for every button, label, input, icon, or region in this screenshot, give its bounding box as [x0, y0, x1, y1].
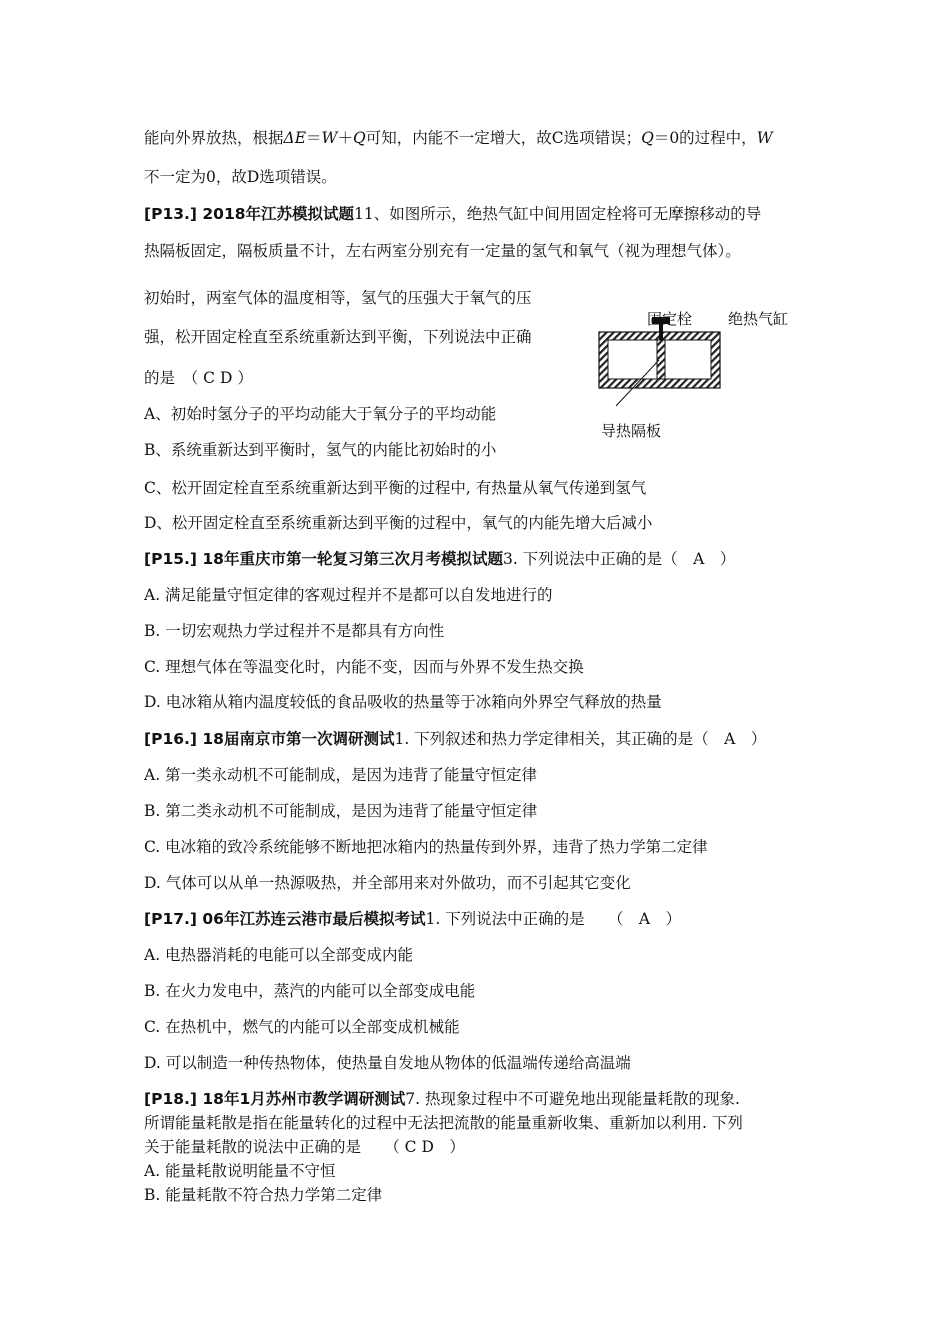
p16-option-c: C. 电冰箱的致冷系统能够不断地把冰箱内的热量传到外界，违背了热力学第二定律 [144, 838, 708, 856]
p17-source-tag: [P17.] 06年江苏连云港市最后模拟考试 [144, 910, 426, 928]
p15-option-c: C. 理想气体在等温变化时，内能不变，因而与外界不发生热交换 [144, 658, 584, 676]
p13-question-line-1 [144, 204, 761, 224]
p16-option-b: B. 第二类永动机不可能制成，是因为违背了能量守恒定律 [144, 802, 538, 820]
w-symbol: W [321, 129, 338, 147]
p13-option-a: A、初始时氢分子的平均动能大于氧分子的平均动能 [144, 405, 497, 423]
p17-question-line [144, 909, 681, 929]
delta-e-symbol: ΔE [283, 129, 307, 147]
p17-option-d: D. 可以制造一种传热物体，使热量自发地从物体的低温端传递给高温端 [144, 1054, 631, 1072]
p15-question-line [144, 549, 735, 569]
p13-option-c: C、松开固定栓直至系统重新达到平衡的过程中, 有热量从氧气传递到氢气 [144, 479, 647, 497]
p16-question-text: 1. 下列叙述和热力学定律相关，其正确的是（ A ） [394, 730, 767, 748]
p16-question-line [144, 729, 766, 749]
p13-question-line-2: 热隔板固定，隔板质量不计，左右两室分别充有一定量的氢气和氧气（视为理想气体）。 [144, 242, 741, 260]
p15-option-d: D. 电冰箱从箱内温度较低的食品吸收的热量等于冰箱向外界空气释放的热量 [144, 693, 662, 711]
p18-question-line-2: 所谓能量耗散是指在能量转化的过程中无法把流散的能量重新收集、重新加以利用. 下列 [144, 1114, 743, 1132]
intro-line-1 [144, 128, 773, 148]
label-conducting-partition: 导热隔板 [601, 422, 662, 440]
w-symbol: W [756, 129, 773, 147]
q-symbol: Q [353, 129, 366, 147]
p17-question-text: 1. 下列说法中正确的是 （ A ） [425, 910, 682, 928]
intro-text: 能向外界放热，根据 [144, 129, 284, 147]
label-insulated-cylinder: 绝热气缸 [728, 310, 789, 328]
p13-question-line-3: 初始时，两室气体的温度相等，氢气的压强大于氧气的压 [144, 289, 532, 307]
p13-option-b: B、系统重新达到平衡时，氢气的内能比初始时的小 [144, 441, 497, 459]
intro-text: 可知，内能不一定增大，故C选项错误； [365, 129, 642, 147]
p18-question-line-1 [144, 1089, 740, 1109]
p18-question-line-3: 关于能量耗散的说法中正确的是 （ C D ） [144, 1138, 465, 1156]
q-symbol: Q [641, 129, 654, 147]
p15-option-a: A. 满足能量守恒定律的客观过程并不是都可以自发地进行的 [144, 586, 553, 604]
label-fixing-pin: 固定栓 [647, 310, 693, 328]
p17-option-c: C. 在热机中，燃气的内能可以全部变成机械能 [144, 1018, 460, 1036]
p13-question-line-5: 的是 （ C D ） [144, 369, 253, 387]
intro-text: ＝0的过程中， [653, 129, 757, 147]
left-chamber [608, 340, 657, 379]
p13-question-line-4: 强，松开固定栓直至系统重新达到平衡，下列说法中正确 [144, 328, 532, 346]
conducting-partition [657, 340, 665, 379]
p15-source-tag: [P15.] 18年重庆市第一轮复习第三次月考模拟试题 [144, 550, 503, 568]
equals-sign: ＝ [306, 129, 322, 147]
p17-option-b: B. 在火力发电中，蒸汽的内能可以全部变成电能 [144, 982, 476, 1000]
plus-sign: ＋ [337, 129, 353, 147]
p16-option-d: D. 气体可以从单一热源吸热，并全部用来对外做功，而不引起其它变化 [144, 874, 631, 892]
p15-option-b: B. 一切宏观热力学过程并不是都具有方向性 [144, 622, 445, 640]
p18-option-a: A. 能量耗散说明能量不守恒 [144, 1162, 336, 1180]
p18-source-tag: [P18.] 18年1月苏州市教学调研测试 [144, 1090, 406, 1108]
p17-option-a: A. 电热器消耗的电能可以全部变成内能 [144, 946, 414, 964]
p18-option-b: B. 能量耗散不符合热力学第二定律 [144, 1186, 383, 1204]
p13-option-d: D、松开固定栓直至系统重新达到平衡的过程中，氧气的内能先增大后减小 [144, 514, 653, 532]
p15-question-text: 3. 下列说法中正确的是（ A ） [502, 550, 736, 568]
intro-line-2: 不一定为0，故D选项错误。 [144, 168, 337, 186]
p16-option-a: A. 第一类永动机不可能制成，是因为违背了能量守恒定律 [144, 766, 538, 784]
p18-question-text: 7. 热现象过程中不可避免地出现能量耗散的现象. [405, 1090, 740, 1108]
p13-question-text: 11、如图所示，绝热气缸中间用固定栓将可无摩擦移动的导 [354, 205, 762, 223]
cylinder-diagram [595, 300, 810, 450]
p13-source-tag: [P13.] 2018年江苏模拟试题 [144, 205, 355, 223]
right-chamber [665, 340, 711, 379]
p16-source-tag: [P16.] 18届南京市第一次调研测试 [144, 730, 395, 748]
